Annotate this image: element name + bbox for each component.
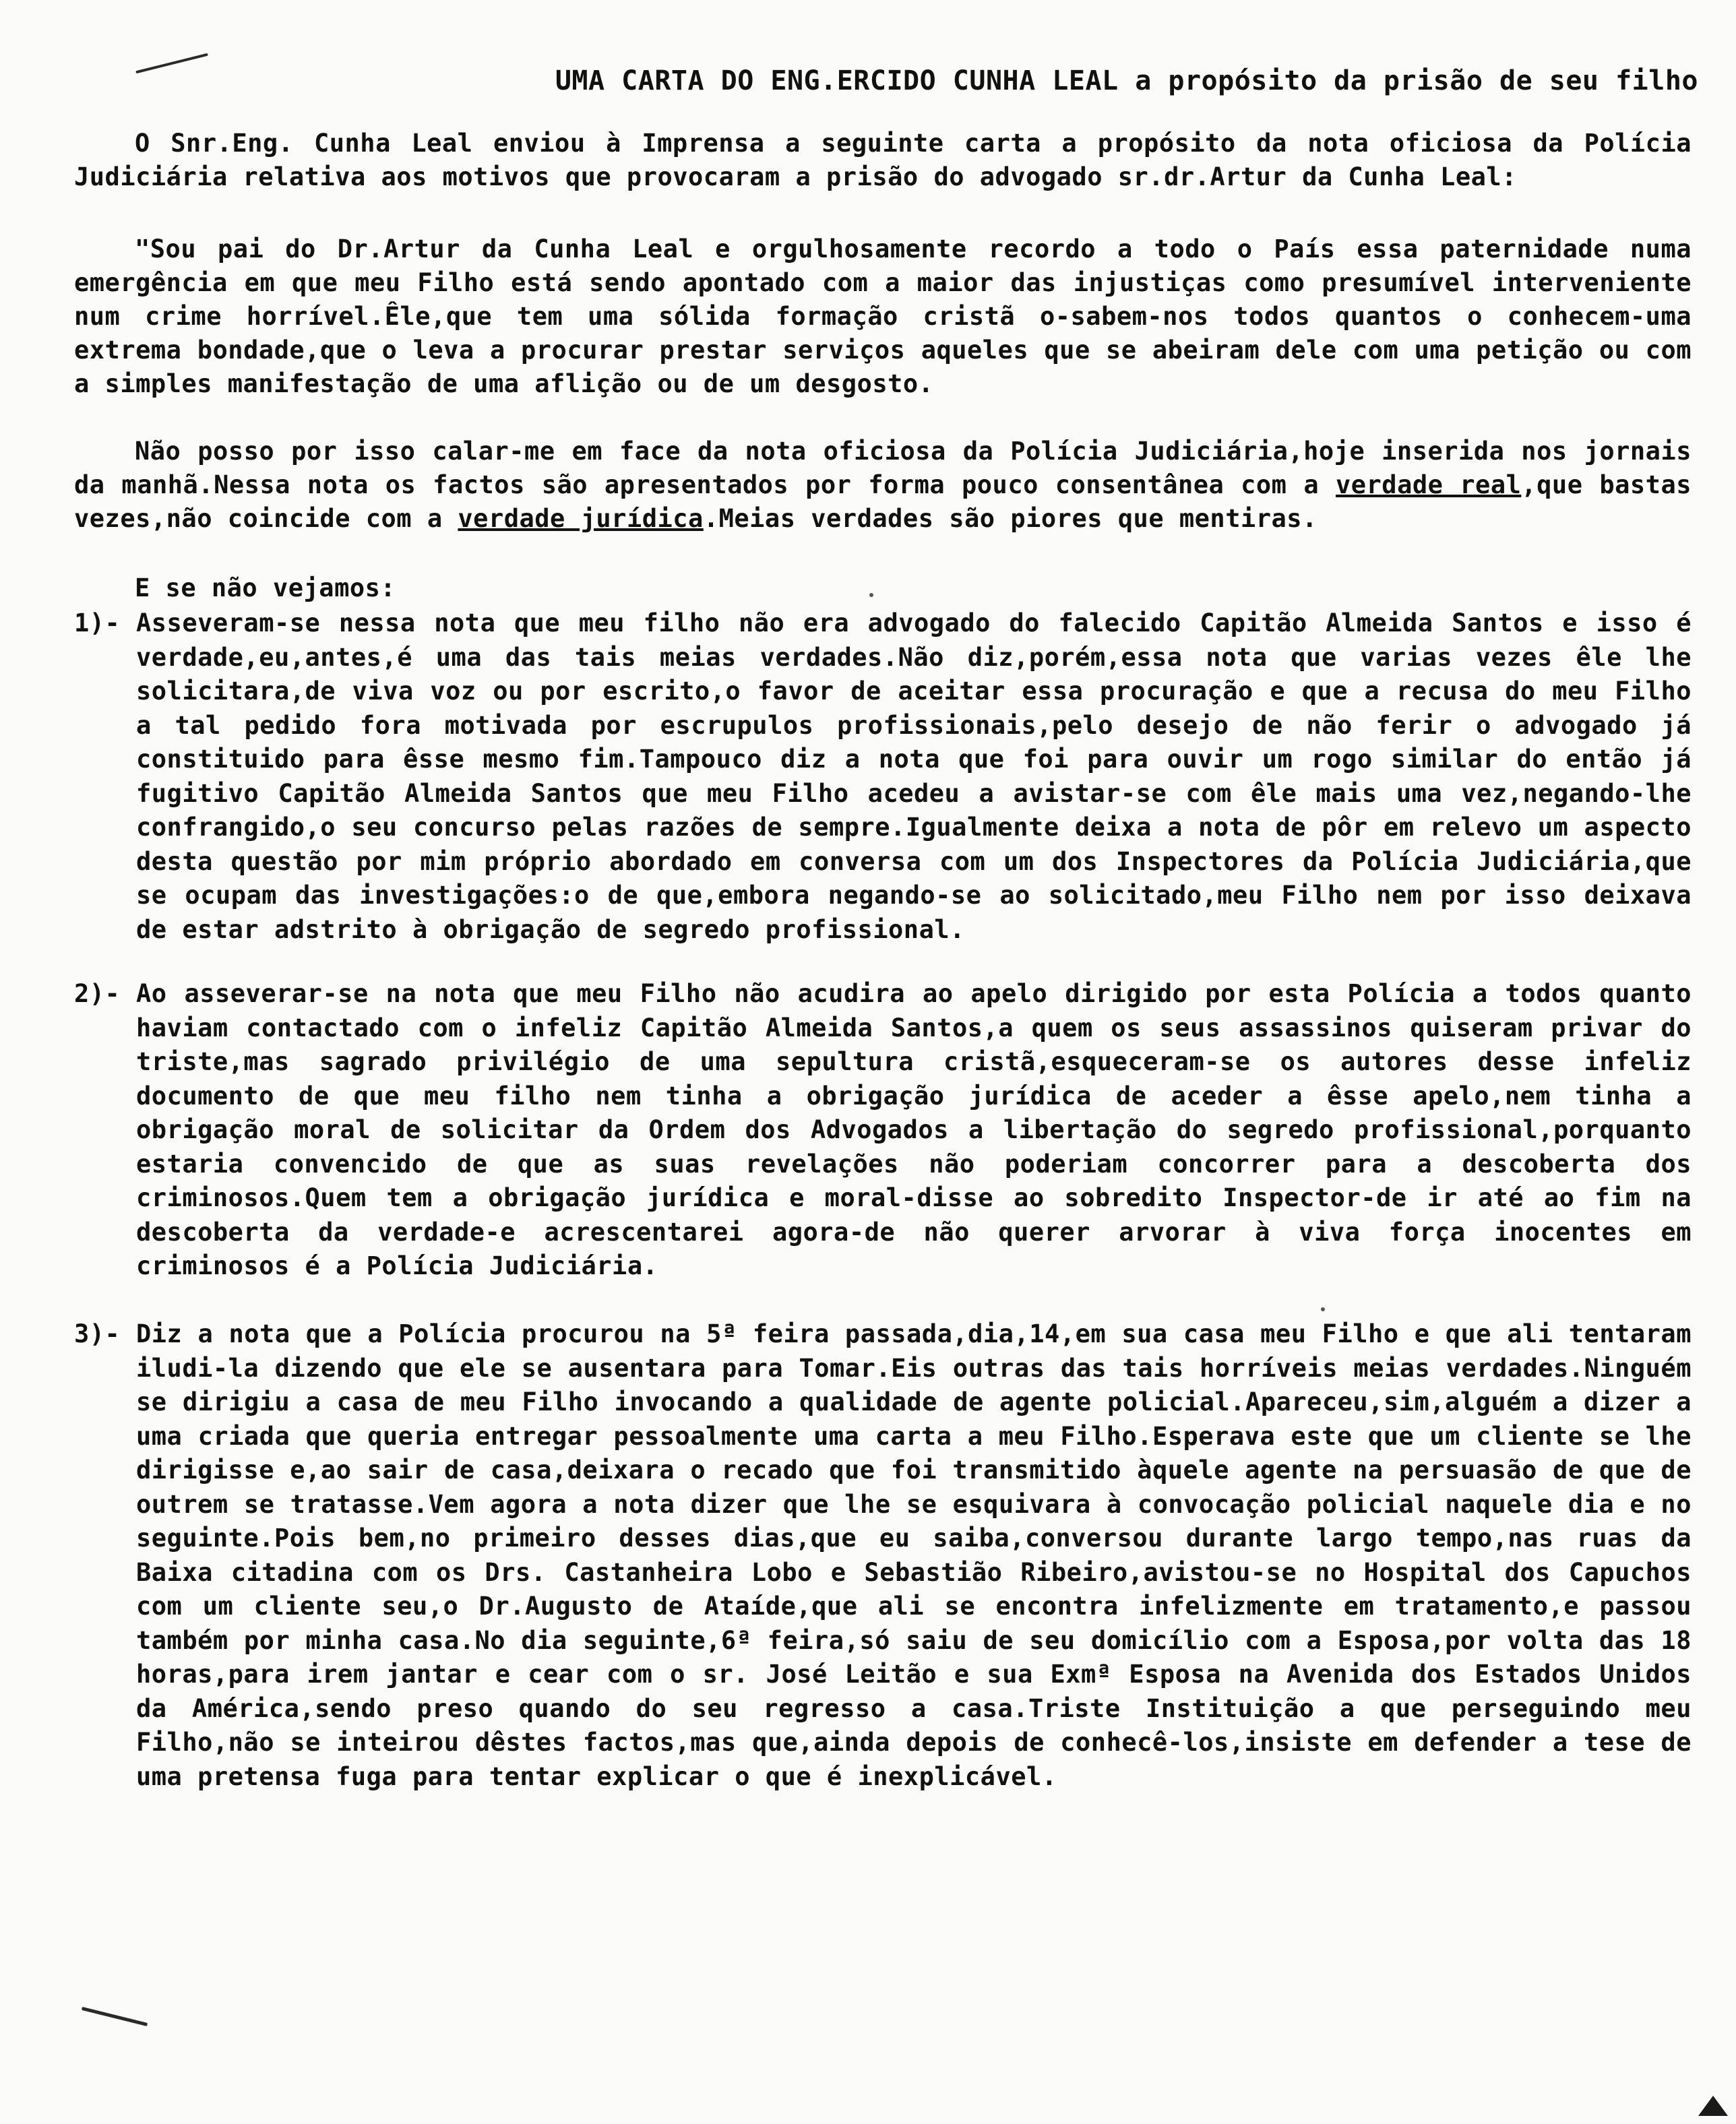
letter-paragraph-1-text: "Sou pai do Dr.Artur da Cunha Leal e orgulhosamente recordo a todo o País essa paternidade numa emergência em que meu Filho está sendo apontado com a maior das injustiças como presumível interveniente num crime horrível.Êle,que tem uma sólida formação cristã o-sabem-nos todos quantos o conhecem-uma extrema bondade,que o leva a procurar prestar serviços aqueles que se abeiram dele com uma petição ou com a simples manifestação de uma aflição ou de um desgosto. — [74, 235, 1692, 398]
point-number: 2)- — [74, 979, 121, 1008]
underlined-verdade-real: verdade real — [1335, 470, 1522, 499]
point-text: Ao asseverar-se na nota que meu Filho não acudira ao apelo dirigido por esta Polícia a todos quanto haviam contactado com o infeliz Capitão Almeida Santos,a quem os seus assassinos quiseram privar do triste,mas sagrado privilégio de uma sepultura cristã,esqueceram-se os autores desse infeliz documento de que meu filho nem tinha a obrigação jurídica de aceder a êsse apelo,nem tinha a obrigação moral de solicitar da Ordem dos Advogados a libertação do segredo profissional,porquanto estaria convencido de que as suas revelações não poderiam concorrer para a descoberta dos criminosos.Quem tem a obrigação jurídica e moral-disse ao sobredito Inspector-de ir até ao fim na descoberta da verdade-e acrescentarei agora-de não querer arvorar à viva força inocentes em criminosos é a Polícia Judiciária. — [136, 979, 1692, 1280]
letter-p2-before: Não posso por isso calar-me em face da nota oficiosa da Polícia Judiciária,hoje inserida nos jornais da manhã.Nessa nota os factos são apresentados por forma pouco consentânea com a — [74, 437, 1692, 499]
point-text: Diz a nota que a Polícia procurou na 5ª feira passada,dia,14,em sua casa meu Filho e que ali tentaram iludi-la dizendo que ele se ausentara para Tomar.Eis outras das tais horríveis meias verdades.Ninguém se dirigiu a casa de meu Filho invocando a qualidade de agente policial.Apareceu,sim,alguém a dizer a uma criada que queria entregar pessoalmente uma carta a meu Filho.Esperava este que um cliente se lhe dirigisse e,ao sair de casa,deixara o recado que foi transmitido àquele agente na persuasão de que de outrem se tratasse.Vem agora a nota dizer que lhe se esquivara à convocação policial naquele dia e no seguinte.Pois bem,no primeiro desses dias,que eu saiba,conversou durante largo tempo,nas ruas da Baixa citadina com os Drs. Castanheira Lobo e Sebastião Ribeiro,avistou-se no Hospital dos Capuchos com um cliente seu,o Dr.Augusto de Ataíde,que ali se encontra infelizmente em tratamento,e passou também por minha casa.No dia seguinte,6ª feira,só saiu de seu domicílio com a Esposa,por volta das 18 horas,para irem jantar e cear com o sr. José Leitão e sua Exmª Esposa na Avenida dos Estados Unidos da América,sendo preso quando do seu regresso a casa.Triste Instituição a que perseguindo meu Filho,não se inteirou dêstes factos,mas que,ainda depois de conhecê-los,insiste em defender a tese de uma pretensa fuga para tentar explicar o que é inexplicável. — [136, 1319, 1692, 1791]
pen-stroke-mark — [135, 53, 208, 73]
point-number: 1)- — [74, 608, 121, 637]
numbered-point-1 — [74, 606, 1692, 947]
underlined-verdade-juridica: verdade jurídica — [458, 504, 704, 533]
scan-speck — [1321, 1307, 1325, 1311]
intro-paragraph — [74, 127, 1692, 194]
letter-paragraph-2 — [74, 435, 1692, 536]
numbered-point-3 — [74, 1317, 1692, 1794]
pen-stroke-mark-bottom — [82, 2007, 148, 2026]
letter-title: UMA CARTA DO ENG.ERCIDO CUNHA LEAL a propósito da prisão de seu filho — [555, 65, 1698, 96]
letter-paragraph-2-text — [74, 435, 1692, 536]
scan-speck — [869, 593, 873, 597]
intro-text: O Snr.Eng. Cunha Leal enviou à Imprensa a seguinte carta a propósito da nota oficiosa da Polícia Judiciária relativa aos motivos que provocaram a prisão do advogado sr.dr.Artur da Cunha Leal: — [74, 129, 1692, 191]
lead-line: E se não vejamos: — [135, 573, 396, 602]
letter-paragraph-1 — [74, 232, 1692, 401]
point-text: Asseveram-se nessa nota que meu filho não era advogado do falecido Capitão Almeida Santos e isso é verdade,eu,antes,é uma das tais meias verdades.Não diz,porém,essa nota que varias vezes êle lhe solicitara,de viva voz ou por escrito,o favor de aceitar essa procuração e que a recusa do meu Filho a tal pedido fora motivada por escrupulos profissionais,pelo desejo de não ferir o advogado já constituido para êsse mesmo fim.Tampouco diz a nota que foi para ouvir um rogo similar do então já fugitivo Capitão Almeida Santos que meu Filho acedeu a avistar-se com êle mais uma vez,negando-lhe confrangido,o seu concurso pelas razões de sempre.Igualmente deixa a nota de pôr em relevo um aspecto desta questão por mim próprio abordado em conversa com um dos Inspectores da Polícia Judiciária,que se ocupam das investigações:o de que,embora negando-se ao solicitado,meu Filho nem por isso deixava de estar adstrito à obrigação de segredo profissional. — [136, 608, 1692, 944]
arrow-up-icon — [1698, 2096, 1728, 2116]
letter-p2-mid: ,que bastas vezes,não coincide com a — [74, 470, 1692, 533]
letter-p2-after: .Meias verdades são piores que mentiras. — [703, 504, 1318, 533]
numbered-point-2 — [74, 977, 1692, 1284]
point-number: 3)- — [74, 1319, 121, 1348]
